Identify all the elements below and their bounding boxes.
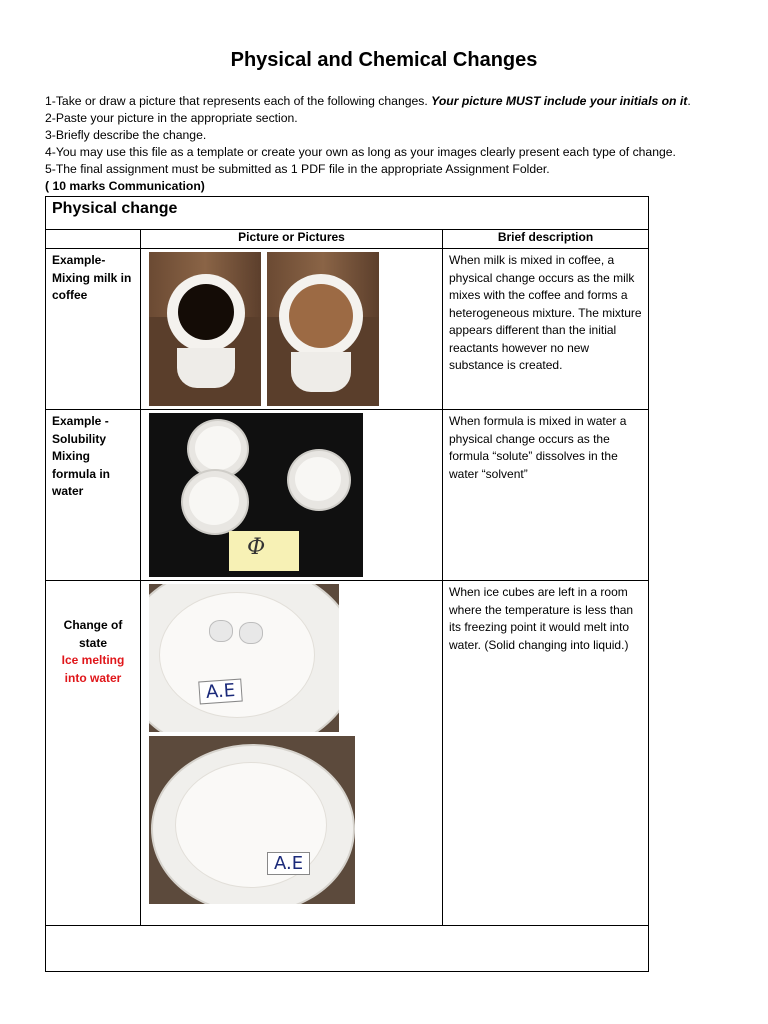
instruction-5: 5-The final assignment must be submitted as 1 PDF file in the appropriate Assignment Folder.	[45, 162, 550, 176]
row-label: Example- Mixing milk in coffee	[46, 249, 141, 410]
instruction-1-emphasis: Your picture MUST include your initials on it	[431, 94, 688, 108]
instruction-1-end: .	[687, 94, 691, 108]
instruction-1-text: 1-Take or draw a picture that represents each of the following changes.	[45, 94, 432, 108]
header-empty	[46, 230, 141, 249]
header-pictures: Picture or Pictures	[141, 230, 443, 249]
instruction-2: 2-Paste your picture in the appropriate section.	[45, 111, 298, 125]
pictures-cell	[141, 410, 443, 581]
row-label	[46, 581, 141, 926]
instructions	[45, 93, 745, 195]
instruction-3: 3-Briefly describe the change.	[45, 128, 207, 142]
empty-row-cell	[46, 926, 649, 972]
initials-label: A.E	[198, 679, 243, 705]
coffee-black-photo	[149, 252, 261, 406]
header-description: Brief description	[443, 230, 649, 249]
initials-label: A.E	[267, 852, 310, 875]
table-row	[46, 410, 649, 581]
page-title: Physical and Chemical Changes	[230, 49, 538, 71]
pictures-cell	[141, 249, 443, 410]
physical-change-table	[45, 196, 649, 972]
signature-mark: Ф	[247, 535, 266, 560]
row-description: When ice cubes are left in a room where the temperature is less than its freezing point it would melt into water. (Solid changing into liquid.)	[443, 581, 649, 926]
ice-plate-photo	[149, 584, 339, 732]
table-row	[46, 249, 649, 410]
row-description: When formula is mixed in water a physical change occurs as the formula “solute” dissolves in the water “solvent”	[443, 410, 649, 581]
table-row	[46, 581, 649, 926]
row-label: Example -Solubility Mixing formula in water	[46, 410, 141, 581]
instruction-1	[45, 93, 745, 110]
section-heading: Physical change	[46, 197, 649, 230]
coffee-milk-photo	[267, 252, 379, 406]
row-description: When milk is mixed in coffee, a physical change occurs as the milk mixes with the coffee and forms a heterogeneous mixture. The mixture appears different than the initial reactants however no new substance is created.	[443, 249, 649, 410]
formula-photo	[149, 413, 363, 577]
row-label-change-of-state: Change of state	[63, 618, 123, 650]
instruction-4: 4-You may use this file as a template or create your own as long as your images clearly present each type of change.	[45, 145, 676, 159]
marks-note: ( 10 marks Communication)	[45, 179, 205, 193]
table-row-empty	[46, 926, 649, 972]
row-label-ice-melting: Ice melting into water	[61, 653, 125, 685]
melted-plate-photo	[149, 736, 355, 904]
pictures-cell	[141, 581, 443, 926]
